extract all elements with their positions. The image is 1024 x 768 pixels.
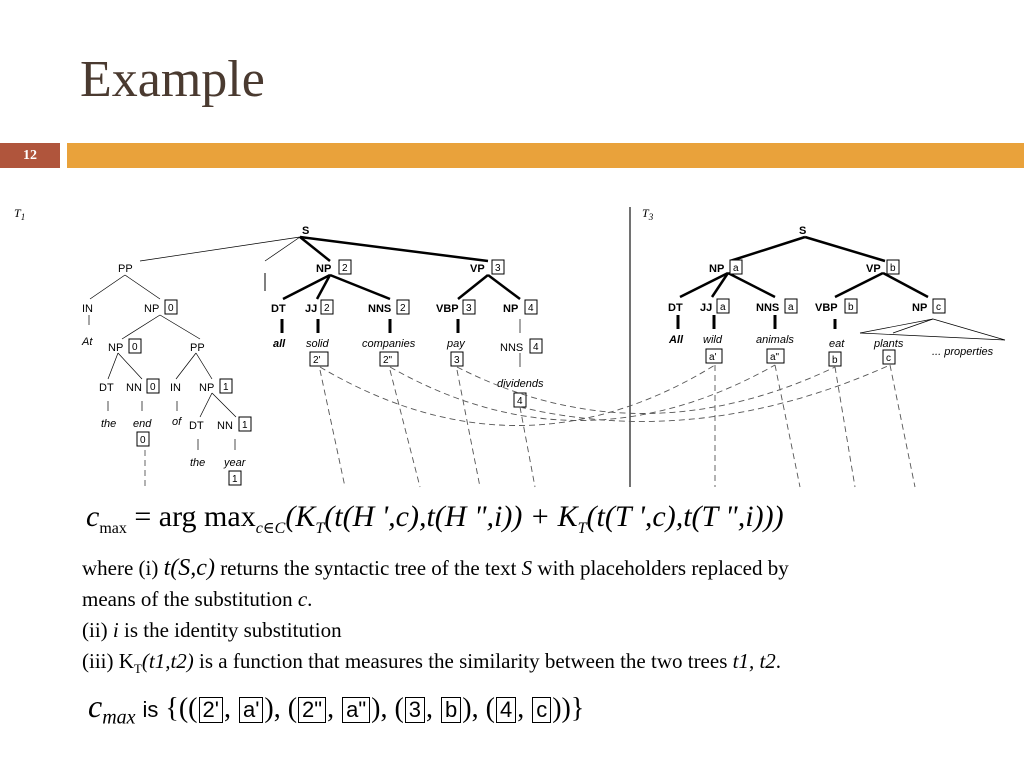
svg-text:solid: solid [306,338,329,350]
t1-S: S [302,225,310,237]
svg-text:NN: NN [126,382,142,394]
svg-text:c: c [886,353,891,364]
pair-right-box: a' [239,697,263,723]
cmax-pairs: {(( 2' , a' ), ( 2" , a" ), ( 3 , b ), ( 4 , c ))} [165,693,585,724]
svg-text:4: 4 [528,303,534,314]
svg-text:wild: wild [703,334,722,346]
tree3-label: $T_3$ [642,206,654,222]
svg-text:NP: NP [108,342,124,354]
svg-text:All: All [669,334,684,346]
t1-VP: VP [470,263,485,275]
svg-text:VP: VP [866,263,881,275]
pair-right-box: b [441,697,461,723]
svg-text:3: 3 [466,303,472,314]
svg-text:0: 0 [140,435,146,446]
svg-text:2": 2" [383,355,393,366]
svg-text:3: 3 [454,355,460,366]
svg-text:the: the [101,418,117,430]
pair-right-box: a" [342,697,370,723]
t1-IN: IN [82,303,93,315]
svg-text:NNS: NNS [500,342,524,354]
svg-text:NN: NN [217,420,233,432]
svg-text:a: a [733,263,739,274]
svg-text:DT: DT [271,303,286,315]
svg-text:0: 0 [168,303,174,314]
svg-text:DT: DT [668,302,683,314]
svg-text:b: b [848,302,854,313]
svg-text:a": a" [770,352,780,363]
svg-text:1: 1 [232,474,238,485]
svg-text:DT: DT [99,382,114,394]
svg-text:NP: NP [144,303,160,315]
svg-text:1: 1 [242,420,248,431]
svg-text:a: a [720,302,726,313]
explanation-line-1: where (i) t(S,c) returns the syntactic tree of the text S with placeholders replaced by [82,555,789,581]
svg-text:VBP: VBP [815,302,838,314]
svg-text:0: 0 [150,382,156,393]
svg-text:pay: pay [447,338,465,350]
svg-text:2: 2 [324,303,330,314]
svg-text:NP: NP [709,263,725,275]
svg-text:JJ: JJ [700,302,713,314]
svg-text:NP: NP [503,303,519,315]
svg-text:b: b [832,355,838,366]
pair-left-box: 2" [298,697,326,723]
svg-text:... properties: ... properties [932,346,994,358]
t1-NP: NP [316,263,332,275]
explanation-line-2: means of the substitution c. [82,587,313,611]
svg-text:1: 1 [223,382,229,393]
svg-text:NNS: NNS [368,303,392,315]
t1-PP: PP [118,263,133,275]
svg-text:DT: DT [189,420,204,432]
svg-text:2': 2' [313,355,321,366]
slide-number: 12 [0,143,60,168]
svg-text:the: the [190,457,206,469]
cmax-result: $c_{max}$ is {(( 2' , a' ), ( 2" , a" ), ( 3 , b ), ( 4 , c ))} [88,688,585,729]
svg-text:0: 0 [132,342,138,353]
svg-text:year: year [224,457,246,469]
svg-text:JJ: JJ [305,303,318,315]
svg-text:PP: PP [190,342,205,354]
pair-left-box: 4 [496,697,516,723]
explanation-line-4: (iii) $K_T(t1,t2)$ is a function that measures the similarity between the two trees t1, t2. [82,649,782,677]
accent-bar [67,143,1024,168]
svg-text:2: 2 [400,303,406,314]
svg-text:plants: plants [874,338,904,350]
svg-text:NP: NP [199,382,215,394]
svg-text:b: b [890,263,896,274]
explanation-text [82,553,982,684]
svg-text:NP: NP [912,302,928,314]
t1-word-At: At [82,336,93,348]
svg-text:c: c [936,302,941,313]
svg-text:NNS: NNS [756,302,780,314]
parse-tree-figure [0,195,1024,495]
pair-right-box: c [532,697,551,723]
svg-text:4: 4 [517,396,523,407]
svg-text:4: 4 [533,342,539,353]
slide-title: Example [80,51,265,108]
svg-text:a': a' [709,352,717,363]
pair-left-box: 3 [405,697,425,723]
svg-text:VBP: VBP [436,303,459,315]
svg-text:of: of [172,416,182,428]
svg-text:dividends: dividends [497,378,544,390]
svg-text:3: 3 [495,263,501,274]
cmax-formula: $c_{max}$ = arg $\max_{c\in C}(K_T(t(H$ ',c),t(H "$,i)) + K_T(t(T$ ',c),t(T ",i))) [86,500,784,537]
svg-text:a: a [788,302,794,313]
svg-text:end: end [133,418,152,430]
pair-left-box: 2' [199,697,223,723]
svg-text:S: S [799,225,807,237]
svg-text:IN: IN [170,382,181,394]
svg-text:animals: animals [756,334,794,346]
svg-text:eat: eat [829,338,845,350]
explanation-line-3: (ii) i is the identity substitution [82,618,342,642]
svg-text:2: 2 [342,263,348,274]
svg-text:all: all [273,338,286,350]
tree1-label: $T_1$ [14,206,26,222]
svg-text:companies: companies [362,338,416,350]
